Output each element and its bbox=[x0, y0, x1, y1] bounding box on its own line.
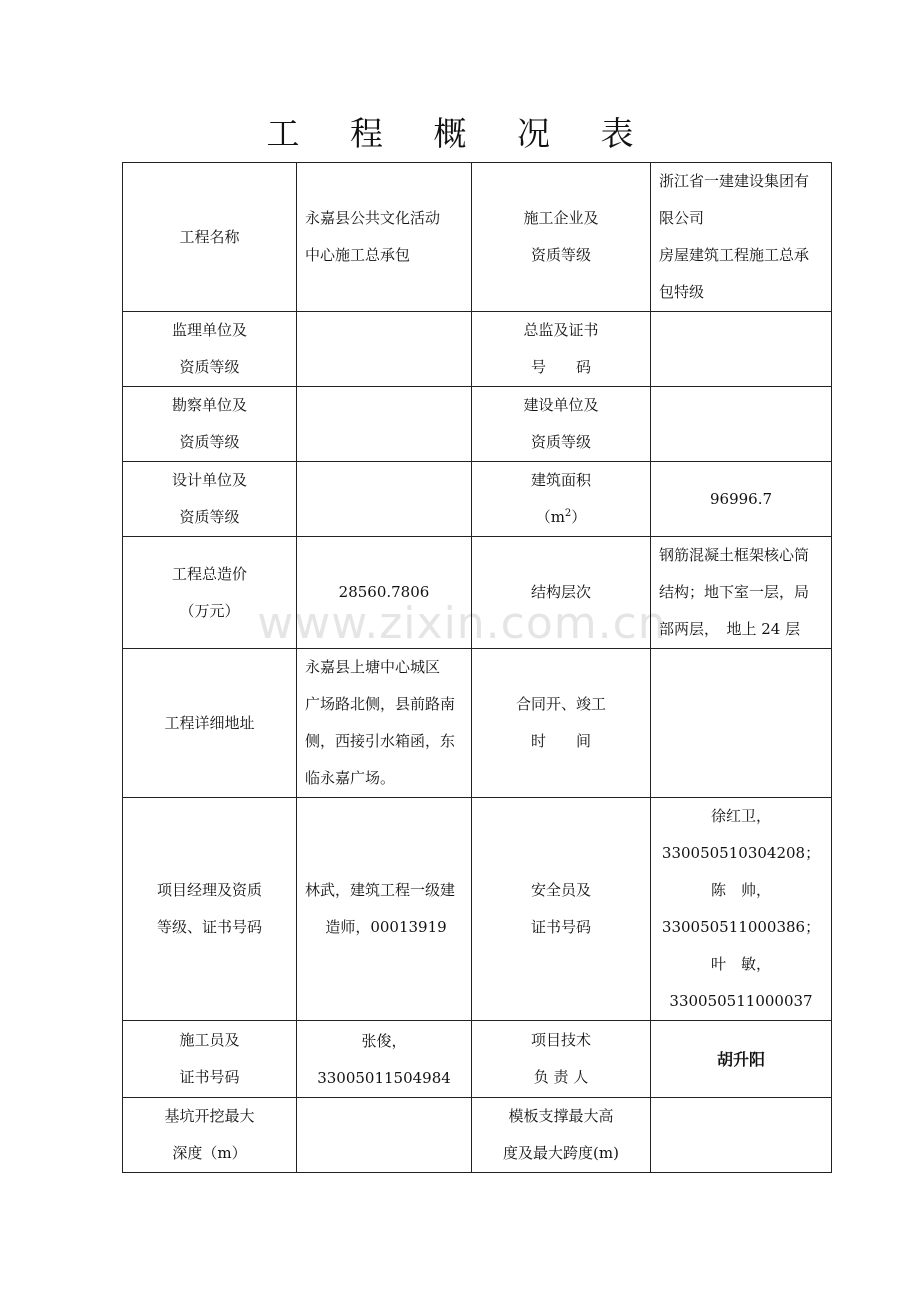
value-cell bbox=[297, 649, 472, 798]
label-line: 负 责 人 bbox=[533, 1068, 589, 1086]
label-cell bbox=[472, 462, 651, 537]
unit-suffix: ） bbox=[571, 508, 587, 526]
value-cell bbox=[651, 649, 832, 798]
label-line: 资质等级 bbox=[530, 433, 591, 451]
label-cell bbox=[123, 537, 297, 649]
value-cell bbox=[651, 537, 832, 649]
label-line: 施工企业及 bbox=[523, 209, 599, 227]
value-cell bbox=[297, 163, 472, 312]
project-overview-table bbox=[122, 162, 832, 1173]
label-line: 项目技术 bbox=[530, 1031, 591, 1049]
value-cell: 96996.7 bbox=[651, 462, 832, 537]
value-line: 叶 敏， bbox=[710, 955, 771, 973]
label-line: 监理单位及 bbox=[171, 321, 247, 339]
value-line: 广场路北侧，县前路南 bbox=[305, 695, 456, 713]
value-cell bbox=[297, 798, 472, 1021]
value-line: 330050510304208； bbox=[661, 844, 821, 862]
table-row bbox=[123, 1021, 832, 1098]
label-line: 基坑开挖最大 bbox=[164, 1107, 255, 1125]
label-line: （万元） bbox=[179, 601, 240, 620]
value-line: 临永嘉广场。 bbox=[305, 769, 396, 787]
label-cell bbox=[472, 1098, 651, 1173]
table-row bbox=[123, 163, 832, 312]
label-cell bbox=[123, 1021, 297, 1098]
page-title: 工 程 概 况 表 bbox=[266, 114, 654, 153]
table-row bbox=[123, 387, 832, 462]
label-line: 度及最大跨度(m) bbox=[503, 1144, 619, 1162]
label-cell: 结构层次 bbox=[472, 537, 651, 649]
value-line: 钢筋混凝土框架核心筒 bbox=[659, 546, 810, 564]
value-line: 330050511000037 bbox=[669, 992, 813, 1010]
watermark: www.zixin.com.cn bbox=[257, 598, 667, 649]
value-line: 永嘉县上塘中心城区 bbox=[305, 658, 441, 676]
label-line: 资质等级 bbox=[179, 433, 240, 451]
value-cell: 胡升阳 bbox=[651, 1021, 832, 1098]
label-line: 资质等级 bbox=[179, 508, 240, 526]
value-line: 陈 帅， bbox=[710, 881, 771, 899]
label-line: 合同开、竣工 bbox=[515, 695, 606, 713]
value-line: 限公司 bbox=[659, 209, 705, 227]
label-line: 建设单位及 bbox=[523, 396, 599, 414]
table-row bbox=[123, 462, 832, 537]
value-cell: 28560.7806 bbox=[297, 537, 472, 649]
table-row bbox=[123, 1098, 832, 1173]
label-cell bbox=[472, 649, 651, 798]
label-cell bbox=[472, 387, 651, 462]
unit-superscript: 2 bbox=[564, 508, 572, 519]
label-cell: 工程详细地址 bbox=[123, 649, 297, 798]
label-line: 总监及证书 bbox=[523, 321, 599, 339]
label-cell bbox=[123, 312, 297, 387]
label-line: 资质等级 bbox=[179, 358, 240, 376]
value-line: 330050511000386； bbox=[661, 918, 821, 936]
value-line: 房屋建筑工程施工总承 bbox=[659, 246, 810, 264]
label-cell bbox=[472, 798, 651, 1021]
label-cell bbox=[123, 1098, 297, 1173]
label-cell bbox=[123, 462, 297, 537]
value-line: 永嘉县公共文化活动 bbox=[305, 209, 441, 227]
table-row bbox=[123, 537, 832, 649]
label-line: 设计单位及 bbox=[171, 471, 247, 489]
unit-prefix: （m bbox=[535, 508, 565, 526]
label-line: 证书号码 bbox=[530, 918, 591, 936]
table-row bbox=[123, 649, 832, 798]
label-cell bbox=[472, 312, 651, 387]
value-cell bbox=[297, 387, 472, 462]
value-line: 造师，00013919 bbox=[325, 918, 447, 936]
label-line: 模板支撑最大高 bbox=[508, 1107, 614, 1125]
table-row bbox=[123, 798, 832, 1021]
label-line: 勘察单位及 bbox=[171, 396, 247, 414]
label-cell bbox=[123, 387, 297, 462]
value-line: 侧，西接引水箱函，东 bbox=[305, 732, 456, 750]
label-line: 安全员及 bbox=[530, 881, 591, 899]
value-line: 林武，建筑工程一级建 bbox=[305, 881, 456, 899]
value-cell bbox=[651, 387, 832, 462]
value-cell bbox=[651, 798, 832, 1021]
value-cell bbox=[651, 163, 832, 312]
label-line: 建筑面积 bbox=[530, 471, 591, 489]
value-cell: 张俊，33005011504984 bbox=[297, 1021, 472, 1098]
value-line: 徐红卫， bbox=[710, 807, 771, 825]
value-line: 包特级 bbox=[659, 283, 705, 301]
value-cell bbox=[651, 312, 832, 387]
value-cell bbox=[297, 312, 472, 387]
table-row bbox=[123, 312, 832, 387]
value-cell bbox=[297, 462, 472, 537]
label-cell bbox=[123, 163, 297, 312]
label-line: 证书号码 bbox=[179, 1068, 240, 1086]
label-line: 等级、证书号码 bbox=[156, 918, 262, 936]
label-line: 施工员及 bbox=[179, 1031, 240, 1049]
label-text: 工程名称 bbox=[179, 227, 240, 246]
value-line: 中心施工总承包 bbox=[305, 246, 411, 264]
label-line: 工程总造价 bbox=[171, 564, 247, 583]
value-cell bbox=[651, 1098, 832, 1173]
label-cell bbox=[123, 798, 297, 1021]
value-line: 浙江省一建建设集团有 bbox=[659, 172, 810, 190]
label-line: 项目经理及资质 bbox=[156, 881, 262, 899]
label-line: 时 间 bbox=[530, 732, 591, 750]
value-cell bbox=[297, 1098, 472, 1173]
label-line: 资质等级 bbox=[530, 246, 591, 264]
value-line: 部两层， 地上 24 层 bbox=[659, 620, 801, 638]
label-line: 深度（m） bbox=[172, 1144, 247, 1162]
label-cell bbox=[472, 1021, 651, 1098]
unit-line bbox=[476, 499, 646, 536]
value-line: 结构；地下室一层，局 bbox=[659, 583, 810, 601]
label-cell bbox=[472, 163, 651, 312]
label-line: 号 码 bbox=[530, 358, 591, 376]
